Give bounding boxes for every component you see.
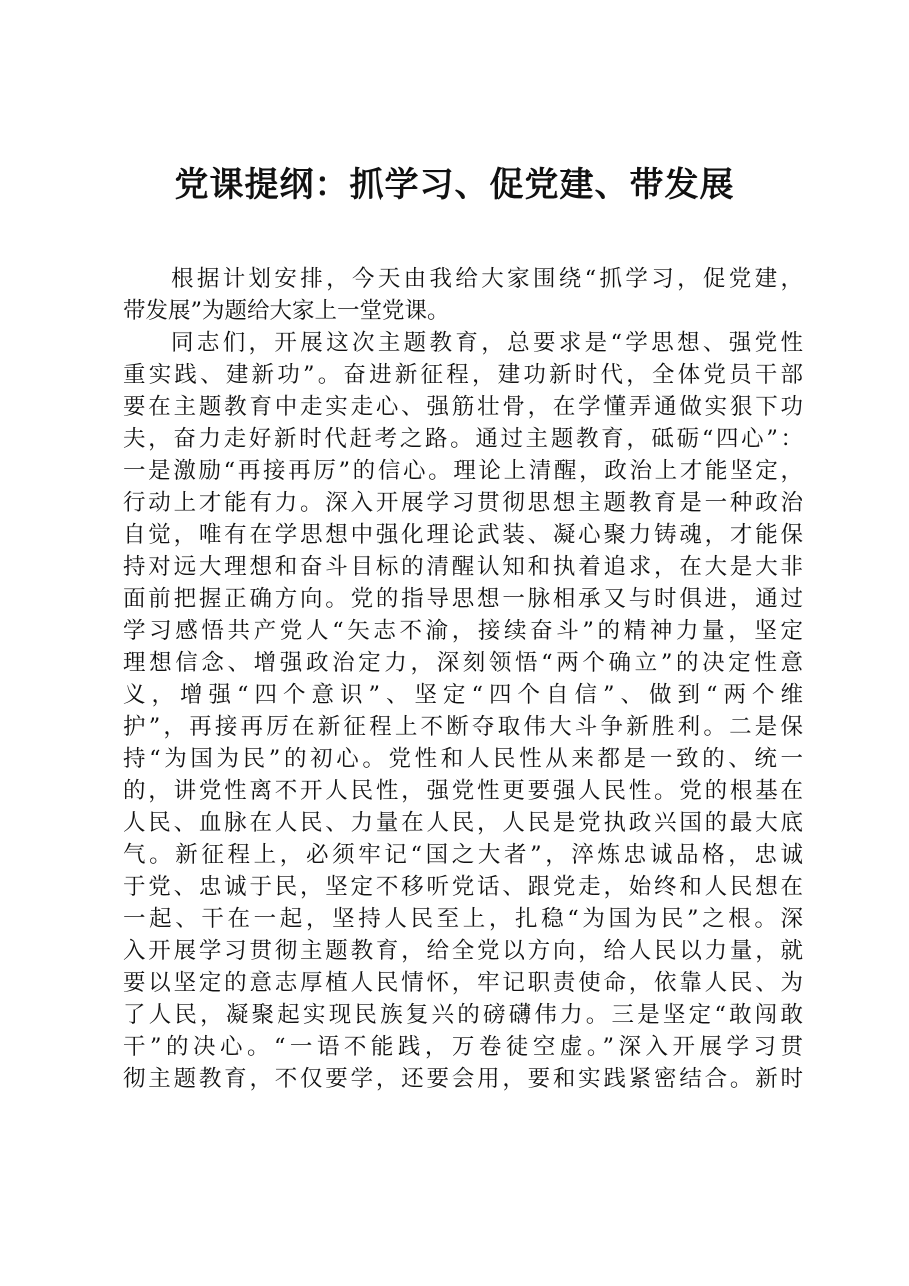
- body-line: 带发展”为题给大家上一堂党课。: [123, 298, 450, 324]
- body-line: 气。新征程上，必须牢记“国之大者”，淬炼忠诚品格，忠诚: [123, 842, 803, 868]
- body-line: 一起、干在一起，坚持人民至上，扎稳“为国为民”之根。深: [123, 906, 803, 932]
- body-line: 自觉，唯有在学思想中强化理论武装、凝心聚力铸魂，才能保: [123, 522, 803, 548]
- body-line: 了人民，凝聚起实现民族复兴的磅礴伟力。三是坚定“敢闯敢: [123, 1002, 803, 1028]
- body-line: 要以坚定的意志厚植人民情怀，牢记职责使命，依靠人民、为: [123, 970, 803, 996]
- body-line: 夫，奋力走好新时代赶考之路。通过主题教育，砥砺“四心”：: [123, 426, 803, 452]
- body-line: 持对远大理想和奋斗目标的清醒认知和执着追求，在大是大非: [123, 554, 803, 580]
- document-title: 党课提纲：抓学习、促党建、带发展: [174, 165, 735, 205]
- body-line: 重实践、建新功”。奋进新征程，建功新时代，全体党员干部: [123, 362, 803, 388]
- body-line: 理想信念、增强政治定力，深刻领悟“两个确立”的决定性意: [123, 650, 803, 676]
- body-line: 要在主题教育中走实走心、强筋壮骨，在学懂弄通做实狠下功: [123, 394, 803, 420]
- body-line: 义，增强“四个意识”、坚定“四个自信”、做到“两个维: [123, 682, 803, 708]
- body-line: 于党、忠诚于民，坚定不移听党话、跟党走，始终和人民想在: [123, 874, 803, 900]
- body-line: 的，讲党性离不开人民性，强党性更要强人民性。党的根基在: [123, 778, 803, 804]
- body-line: 学习感悟共产党人“矢志不渝，接续奋斗”的精神力量，坚定: [123, 618, 803, 644]
- body-line: 行动上才能有力。深入开展学习贯彻思想主题教育是一种政治: [123, 490, 803, 516]
- body-line: 护”，再接再厉在新征程上不断夺取伟大斗争新胜利。二是保: [123, 714, 803, 740]
- body-line: 根据计划安排，今天由我给大家围绕“抓学习，促党建，: [171, 266, 803, 292]
- body-line: 一是激励“再接再厉”的信心。理论上清醒，政治上才能坚定，: [123, 458, 803, 484]
- body-line: 面前把握正确方向。党的指导思想一脉相承又与时俱进，通过: [123, 586, 803, 612]
- body-line: 持“为国为民”的初心。党性和人民性从来都是一致的、统一: [123, 746, 803, 772]
- document-body: [123, 263, 803, 1095]
- body-line: 同志们，开展这次主题教育，总要求是“学思想、强党性: [171, 330, 803, 356]
- body-line: 彻主题教育，不仅要学，还要会用，要和实践紧密结合。新时: [123, 1066, 803, 1092]
- body-line: 干”的决心。“一语不能践，万卷徒空虚。”深入开展学习贯: [123, 1034, 803, 1060]
- body-line: 入开展学习贯彻主题教育，给全党以方向，给人民以力量，就: [123, 938, 803, 964]
- body-line: 人民、血脉在人民、力量在人民，人民是党执政兴国的最大底: [123, 810, 803, 836]
